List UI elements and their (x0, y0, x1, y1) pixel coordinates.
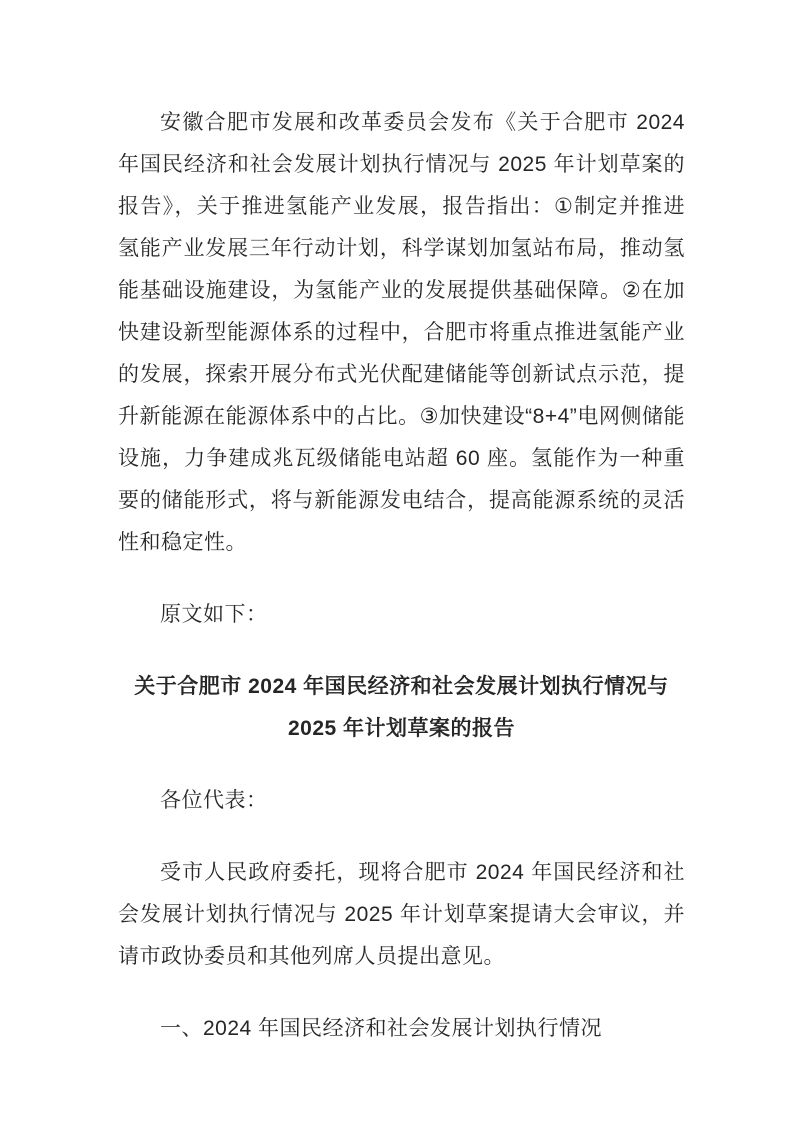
report-title: 关于合肥市 2024 年国民经济和社会发展计划执行情况与 2025 年计划草案的报告 (134, 675, 669, 740)
commission-paragraph: 受市人民政府委托，现将合肥市 2024 年国民经济和社会发展计划执行情况与 2025 年计划草案提请大会审议，并请市政协委员和其他列席人员提出意见。 (118, 861, 685, 968)
source-note: 原文如下： (160, 603, 268, 626)
salutation: 各位代表： (160, 789, 268, 812)
document-content (118, 102, 685, 1080)
section-one-heading: 一、2024 年国民经济和社会发展计划执行情况 (160, 1017, 603, 1040)
intro-paragraph: 安徽合肥市发展和改革委员会发布《关于合肥市 2024 年国民经济和社会发展计划执行情况与 2025 年计划草案的报告》，关于推进氢能产业发展，报告指出：①制定并推进氢能产业发展三年行动计划，科学谋划加氢站布局，推动氢能基础设施建设，为氢能产业的发展提供基础保障。②在加快建设新型能源体系的过程中，合肥市将重点推进氢能产业的发展，探索开展分布式光伏配建储能等创新试点示范，提升新能源在能源体系中的占比。③加快建设“8+4”电网侧储能设施，力争建成兆瓦级储能电站超 60 座。氢能作为一种重要的储能形式，将与新能源发电结合，提高能源系统的灵活性和稳定性。 (118, 111, 685, 554)
